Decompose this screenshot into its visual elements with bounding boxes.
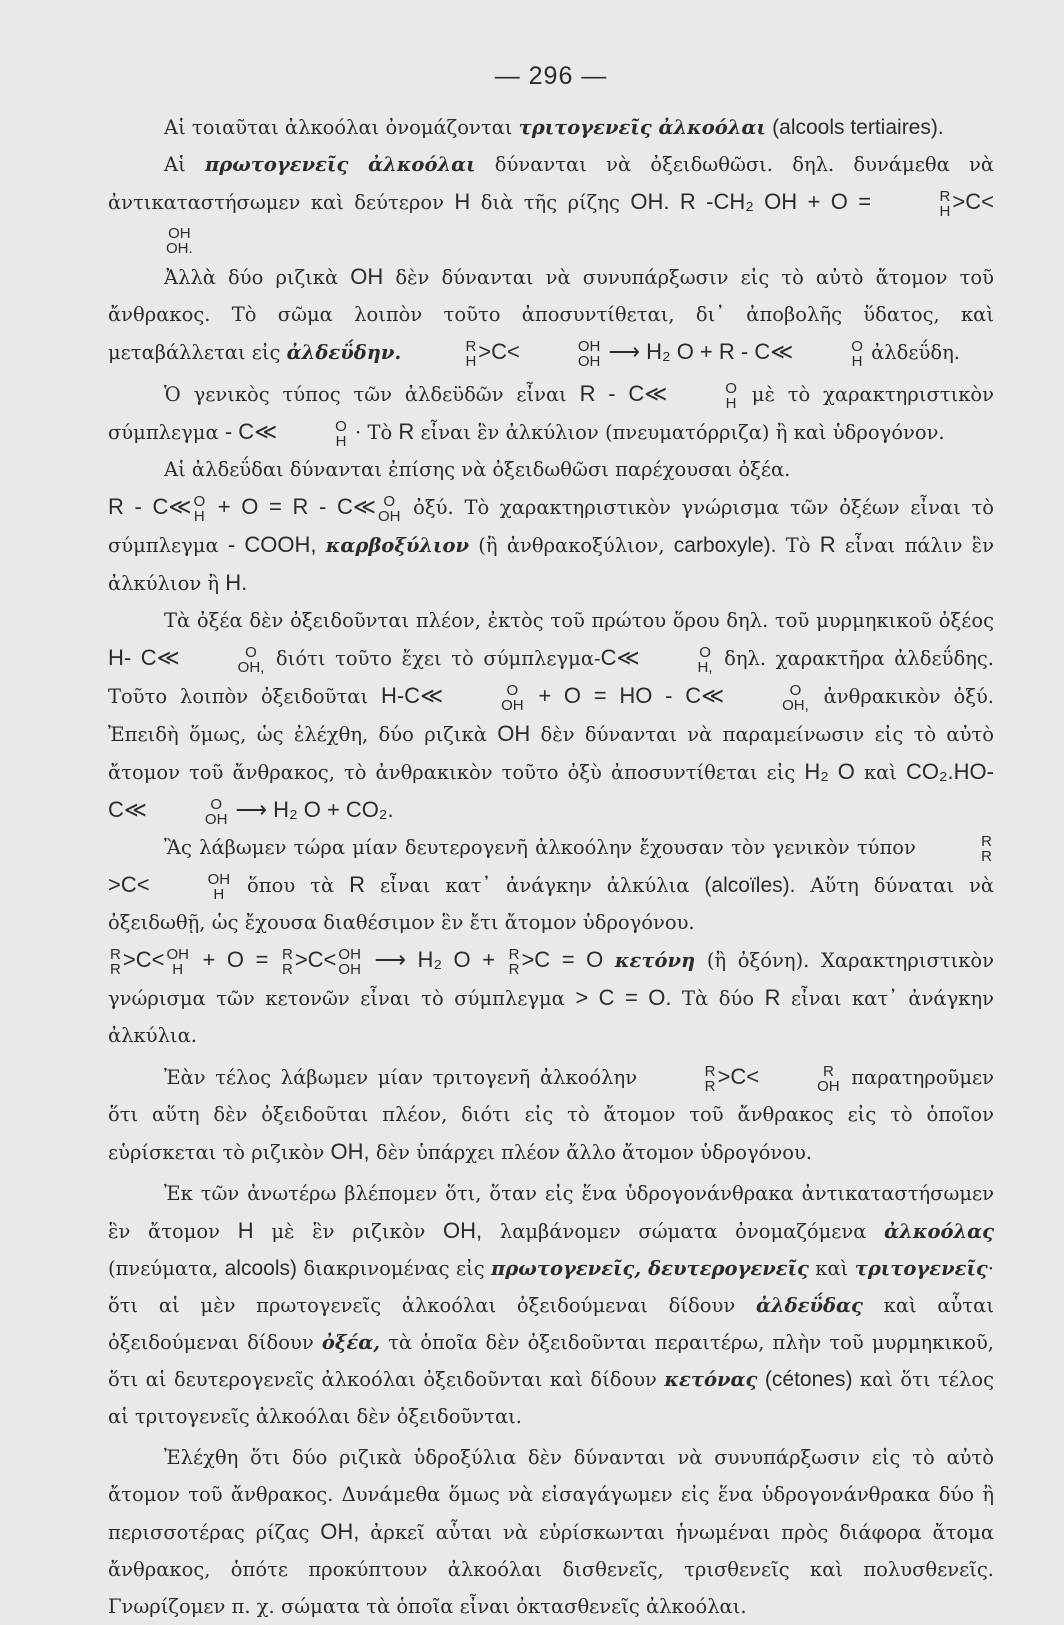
chem-lower: OH. (166, 239, 193, 257)
body-text: (ἢ ὀξόνη). Χαρακτηριστικὸν γνώρισμα τῶν κετονῶν εἶναι τὸ σύμπλεγμα (108, 949, 994, 1010)
chem-stacked-group (152, 872, 231, 902)
chem-stacked-group (761, 1064, 840, 1094)
chem-upper: O (245, 643, 257, 661)
chem-upper: O (210, 795, 222, 813)
chem-text: >C = O (521, 947, 604, 972)
chem-upper: R (704, 1062, 716, 1080)
chem-text: ≪ (644, 381, 668, 406)
chem-upper: OH (577, 337, 601, 355)
body-text: Αἱ (164, 153, 205, 176)
page-number: — 296 — (494, 62, 608, 90)
term-text: ὀξέα, (321, 1331, 381, 1354)
body-text: δύνανται νὰ ὀξειδωθῶσι. δηλ. δυνάμεθα νὰ ἀντικαταστήσωμεν καὶ δεύτερον (108, 153, 994, 214)
chem-text: ⟶ (602, 339, 647, 364)
body-text: διὰ τῆς ρίζης (470, 191, 631, 214)
chem-upper: O (699, 643, 711, 661)
chem-text: ≪ (254, 419, 278, 444)
latin-text: alcools) (224, 1257, 297, 1280)
chem-text: R (764, 985, 781, 1010)
body-text (401, 341, 407, 364)
chem-text: >C< (122, 947, 165, 972)
chem-lower: R (981, 847, 992, 865)
chem-lower: H (193, 507, 205, 525)
chem-text: >C< (478, 339, 520, 364)
latin-text: carboxyle). (673, 534, 777, 557)
chem-text: OH, (330, 1139, 370, 1164)
chem-upper: OH (207, 870, 231, 888)
chem-text: ≪ (770, 339, 794, 364)
chem-text: CO₂.HO- C (108, 759, 994, 822)
body-text: δὲν δύνανται νὰ συνυπάρξωσιν εἰς τὸ αὐτὸ ἄτομον τοῦ ἄνθρακος. Τὸ σῶμα λοιπὸν τοῦτο ἀποσυντίθεται, δι᾽ ἀποβολῆς ὕδατος, καὶ μεταβάλλεται εἰς (108, 266, 994, 364)
term-text: πρωτογενεῖς ἀλκοόλαι (204, 153, 476, 176)
chem-stacked-group (193, 494, 205, 524)
body-text: δὲν δύνανται νὰ παραμείνωσιν εἰς τὸ αὐτὸ ἄτομον τοῦ ἄνθρακος, τὸ ἀνθρακικὸν τοῦτο ὀξὺ ἀποσυντίθεται εἰς (108, 723, 994, 784)
term-text: ἀλδεΰδην. (286, 341, 402, 364)
chem-lower: OH, (782, 696, 809, 714)
chem-lower: H (851, 352, 863, 370)
chem-text: H₂ O + R - C (646, 339, 771, 364)
paragraph-ketone-formula (108, 941, 994, 1054)
chem-text: H₂ O (804, 759, 855, 784)
latin-text: (alcoïles). (704, 874, 796, 897)
body-text: Τὸ (776, 534, 820, 557)
body-text: παρατηροῦμεν ὅτι αὕτη δὲν ὀξειδοῦται πλέον, διότι εἰς τὸ ἄτομον τοῦ ἄνθρακος εἰς τὸ ὁποῖον εὑρίσκεται τὸ ριζικὸν (108, 1066, 994, 1164)
chem-stacked-group (182, 645, 265, 675)
chem-stacked-group (378, 494, 401, 524)
chem-lower: H (725, 394, 737, 412)
chem-text: R (349, 872, 365, 897)
paragraph-acid-formula (108, 488, 994, 602)
latin-text: (alcools tertiaires). (772, 116, 944, 139)
chem-stacked-group (279, 419, 347, 449)
chem-text: ⟶ H₂ O + CO₂. (229, 797, 394, 822)
chem-upper: OH (338, 945, 361, 963)
paragraph-summary (108, 1175, 994, 1435)
chem-text: R - C (108, 494, 169, 519)
chem-text: - COOH, (227, 532, 317, 557)
body-text: ἀνθρακικὸν ὀξύ. Ἐπειδὴ ὅμως, ὡς ἐλέχθη, δύο ριζικὰ (108, 685, 995, 746)
body-text: εἶναι κατ᾽ ἀνάγκην ἀλκύλια. (108, 987, 994, 1047)
chem-text: ≪ (156, 645, 180, 670)
chem-stacked-group (409, 339, 476, 369)
body-text: καὶ ὅτι τέλος αἱ τριτογενεῖς ἀλκοόλαι δὲν ὀξειδοῦνται. (108, 1368, 994, 1428)
chem-text: R - C (579, 381, 645, 406)
body-text: τὰ ὁποῖα δὲν ὀξειδοῦνται περαιτέρω, πλὴν τοῦ μυρμηκικοῦ, ὅτι αἱ δευτερογενεῖς ἀλκοόλαι ὀξειδοῦνται καὶ δίδουν (108, 1331, 994, 1391)
body-text: μὲ ἓν ριζικὸν (253, 1220, 444, 1243)
body-text: Ὁ γενικὸς τύπος τῶν ἀλδεϋδῶν εἶναι (164, 383, 580, 406)
body-text: ὅπου τὰ (232, 874, 350, 897)
chem-lower: OH, (237, 658, 265, 676)
chem-upper: R (822, 1062, 834, 1080)
chem-text: + O = (190, 947, 280, 972)
body-text: δηλ. χαρακτῆρα ἀλδεΰδης. Τοῦτο λοιπὸν ὀξειδοῦται (108, 647, 995, 708)
paragraph-tertiary-alcohols (108, 109, 994, 146)
chem-text: OH (497, 721, 531, 746)
term-text: τριτογενεῖς ἀλκοόλαι (518, 116, 766, 139)
chem-stacked-group (149, 797, 228, 827)
chem-text: OH (350, 264, 384, 289)
chem-upper: R (508, 945, 520, 963)
body-text: Ἐὰν τέλος λάβωμεν μίαν τριτογενῆ ἀλκοόλην (164, 1066, 647, 1089)
chem-upper: O (506, 681, 519, 699)
chem-lower: OH (338, 960, 361, 978)
chem-upper: O (789, 681, 802, 699)
body-text: · Τὸ (348, 421, 399, 444)
body-text: δὲν ὑπάρχει πλέον ἄλλο ἄτομον ὑδρογόνου. (369, 1141, 813, 1164)
body-text: Αἱ τοιαῦται ἀλκοόλαι ὀνομάζονται (164, 116, 519, 139)
chem-upper: O (383, 492, 396, 510)
chem-lower: H (939, 202, 951, 220)
chem-stacked-group (110, 226, 193, 256)
chem-text: ≪ (420, 683, 444, 708)
chem-lower: H, (697, 658, 713, 676)
chem-text: H-C (380, 683, 421, 708)
chem-lower: H (172, 960, 184, 978)
term-text: ἀλκοόλας (884, 1220, 995, 1243)
term-text: ἀλδεΰδας (755, 1294, 863, 1317)
chem-upper: O (851, 337, 863, 355)
chem-stacked-group (649, 1064, 716, 1094)
body-text: (πνεύματα, (108, 1257, 225, 1280)
body-text (757, 1368, 764, 1391)
chem-stacked-group (166, 947, 189, 977)
paragraph-secondary-alcohol (108, 829, 994, 941)
chem-stacked-group (338, 947, 361, 977)
body-text: εἶναι ἓν ἀλκύλιον (πνευματόρριζα) ἢ καὶ ὑδρογόνον. (414, 421, 945, 444)
chem-text: >C< (952, 189, 994, 214)
chem-lower: H (213, 885, 225, 903)
chem-text: >C< (294, 947, 337, 972)
body-text: καὶ (854, 761, 907, 784)
body-text: μὲ τὸ χαρακτηριστικὸν σύμπλεγμα (108, 383, 995, 444)
chem-stacked-group (445, 683, 524, 713)
chem-upper: OH (166, 945, 189, 963)
chem-text: ≪ (168, 494, 192, 519)
term-text: καρβοξύλιον (325, 534, 470, 557)
chem-text: OH. (630, 189, 670, 214)
chem-lower: OH (501, 696, 524, 714)
paragraph-primary-oxidation (108, 146, 994, 258)
body-text: Ἐκ τῶν ἀνωτέρω βλέπομεν ὅτι, ὅταν εἰς ἕνα ὑδρογονάνθρακα ἀντικαταστήσωμεν ἓν ἄτομον (108, 1182, 994, 1243)
chem-text: R (819, 532, 836, 557)
term-text: κετόνη (614, 949, 696, 972)
chem-lower: OH (817, 1077, 840, 1095)
body-text: ἀρκεῖ αὗται νὰ εὑρίσκωνται ἡνωμέναι πρὸς διάφορα ἄτομα ἄνθρακος, ὁπότε προκύπτουν ἀλκοόλαι δισθενεῖς, τρισθενεῖς καὶ πολυσθενεῖς. Γνωρίζομεν π. χ. σώματα τὰ ὁποῖα εἶναι ὀκτασθενεῖς ἀλκοόλαι. (108, 1521, 995, 1618)
chem-stacked-group (669, 381, 737, 411)
body-text: λαμβάνομεν σώματα ὀνομαζόμενα (482, 1220, 885, 1243)
chem-stacked-group (110, 947, 121, 977)
chem-upper: OH (168, 224, 191, 242)
body-text: καὶ αὗται ὀξειδούμεναι δίδουν (108, 1294, 994, 1354)
body-text: Ἀλλὰ δύο ριζικὰ (164, 266, 351, 289)
chem-upper: R (465, 337, 477, 355)
chem-text: H (454, 189, 471, 214)
body-text: εἶναι πάλιν ἓν ἀλκύλιον ἢ (108, 534, 994, 595)
chem-text: H. (225, 570, 248, 595)
paragraph-aldehyde-oxidation (108, 451, 994, 488)
body-text: ἀλδεΰδη. (864, 341, 960, 364)
chem-text: ≪ (701, 683, 725, 708)
chem-text: C (600, 645, 617, 670)
body-text (603, 949, 615, 972)
chem-stacked-group (925, 834, 992, 864)
chem-text: H (237, 1218, 254, 1243)
paragraph-aldehyde-formation (108, 258, 994, 371)
body-text: Ἂς λάβωμεν τώρα μίαν δευτερογενῆ ἀλκοόλην ἔχουσαν τὸν γενικὸν τύπον (164, 836, 924, 859)
chem-upper: R (281, 945, 293, 963)
chem-lower: H (335, 432, 347, 450)
chem-upper: O (193, 492, 206, 510)
chem-stacked-group (795, 339, 863, 369)
paragraph-tertiary-not-oxidized (108, 1058, 994, 1171)
chem-lower: R (508, 960, 520, 978)
body-text: διακρινομένας εἰς (297, 1257, 492, 1280)
paragraph-aldehyde-general-formula (108, 375, 994, 451)
body-text: εἶναι κατ᾽ ἀνάγκην ἀλκύλια (364, 874, 705, 897)
paragraph-formic-acid (108, 602, 994, 829)
chem-lower: OH (377, 507, 401, 525)
chem-upper: O (725, 379, 737, 397)
chem-text: ≪ (352, 494, 376, 519)
chem-stacked-group (726, 683, 809, 713)
chem-stacked-group (509, 947, 520, 977)
chem-stacked-group (522, 339, 601, 369)
body-text: Αὕτη δύναται νὰ ὀξειδωθῇ, ὡς ἔχουσα διαθέσιμον ἓν ἔτι ἄτομον ὑδρογόνου. (108, 874, 994, 934)
body-text: διότι τοῦτο ἔχει τὸ σύμπλεγμα- (266, 647, 601, 670)
body-text: Τὰ ὀξέα δὲν ὀξειδοῦνται πλέον, ἐκτὸς τοῦ πρώτου ὅρου δηλ. τοῦ μυρμηκικοῦ ὀξέος (164, 609, 994, 632)
chem-text: + O = R - C (207, 494, 353, 519)
chem-text: OH, (320, 1519, 360, 1544)
chem-text: H- C (108, 645, 157, 670)
chem-lower: R (110, 960, 121, 978)
chem-upper: R (110, 945, 121, 963)
chem-text: ⟶ H₂ O + (362, 947, 507, 972)
chem-text: + O = HO - C (525, 683, 702, 708)
latin-text: (cétones) (764, 1368, 853, 1391)
chem-upper: R (939, 187, 951, 205)
chem-lower: OH (204, 810, 228, 828)
body-text: καὶ (808, 1257, 855, 1280)
body-text (669, 191, 679, 214)
body-text: Αἱ ἀλδεΰδαι δύνανται ἐπίσης νὰ ὀξειδωθῶσι παρέχουσαι ὀξέα. (164, 458, 791, 481)
chem-text: >C< (108, 872, 150, 897)
body-text (316, 534, 325, 557)
body-text: ὀξύ. Τὸ χαρακτηριστικὸν γνώρισμα τῶν ὀξέων εἶναι τὸ σύμπλεγμα (108, 496, 994, 557)
chem-stacked-group (282, 947, 293, 977)
chem-stacked-group (884, 189, 951, 219)
chem-lower: H (465, 352, 477, 370)
paragraph-polyvalent-alcohols (108, 1439, 994, 1625)
chem-text: > C = O. (575, 985, 672, 1010)
term-text: κετόνας (664, 1368, 758, 1391)
term-text: πρωτογενεῖς, δευτερογενεῖς (491, 1257, 809, 1280)
chem-text: ≪ (616, 645, 640, 670)
chem-text: R (398, 419, 415, 444)
chem-text: ≪ (123, 797, 147, 822)
chem-text: >C< (717, 1064, 760, 1089)
chem-text: OH, (443, 1218, 483, 1243)
chem-lower: R (281, 960, 293, 978)
body-text: (ἢ ἀνθρακοξύλιον, (469, 534, 674, 557)
chem-text: - C (224, 419, 255, 444)
chem-lower: R (704, 1077, 716, 1095)
chem-upper: R (981, 832, 992, 850)
body-text: Τὰ δύο (671, 987, 765, 1010)
chem-upper: O (335, 417, 347, 435)
body-text: · ὅτι αἱ μὲν πρωτογενεῖς ἀλκοόλαι ὀξειδούμεναι δίδουν (108, 1257, 994, 1317)
chem-stacked-group (642, 645, 713, 675)
chem-text: R -CH₂ OH + O = (679, 189, 872, 214)
body-text: Ἐλέχθη ὅτι δύο ριζικὰ ὑδροξύλια δὲν δύνανται νὰ συνυπάρξωσιν εἰς τὸ αὐτὸ ἄτομον τοῦ ἄνθρακος. Δυνάμεθα ὅμως νὰ εἰσαγάγωμεν εἰς ἕνα ὑδρογονάνθρακα δύο ἢ περισσοτέρας ρίζας (108, 1446, 994, 1544)
body-text (871, 191, 881, 214)
term-text: τριτογενεῖς (854, 1257, 988, 1280)
chem-lower: OH (577, 352, 601, 370)
